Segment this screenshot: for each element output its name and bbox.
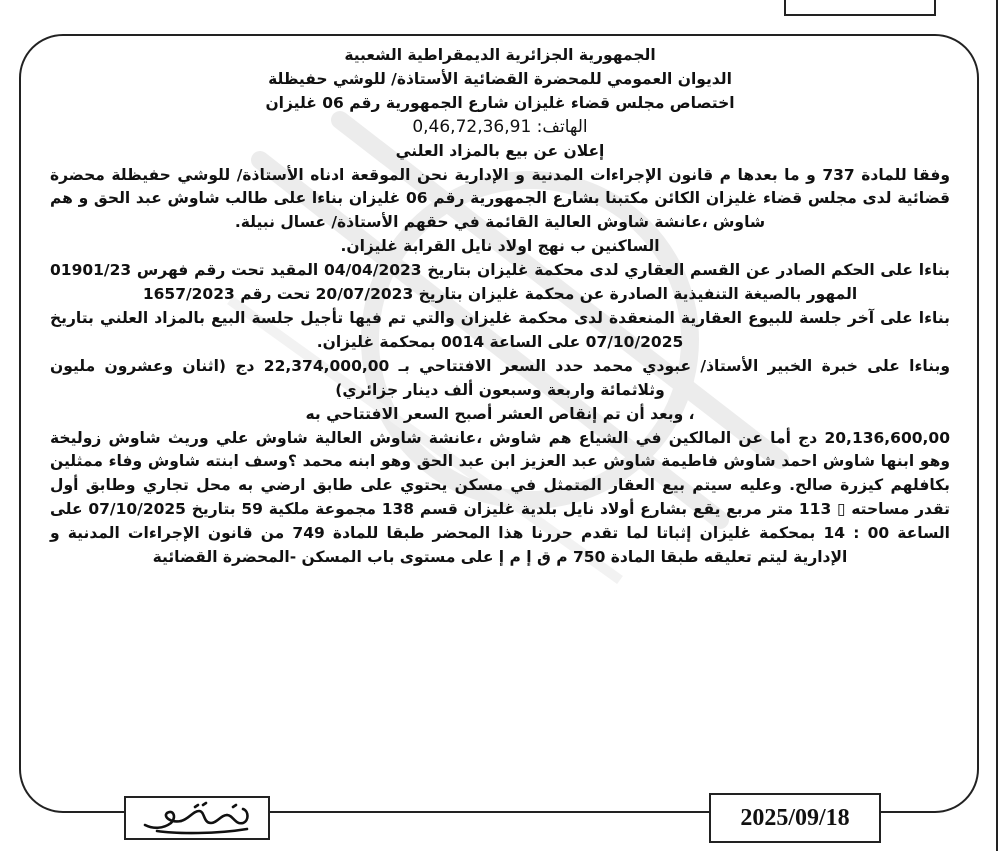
phone-number: الهاتف: 0,46,72,36,91 [412, 116, 588, 137]
paragraph-judgment: بناءا على الحكم الصادر عن القسم العقاري لدى محكمة غليزان بتاريخ 04/04/2023 المقيد تحت رقم فهرس 01901/23 المهور بالصيغة التنفيذية الصادرة عن محكمة غليزان بتاريخ 20/07/2023 تحت رقم 1657/2023 [50, 261, 950, 304]
page-edge-rule [996, 0, 998, 851]
previous-article-box-edge [784, 0, 936, 16]
bailiff-office: الديوان العمومي للمحضرة القضائية الأستاذة/ للوشي حفيظلة [268, 69, 732, 88]
jurisdiction-address: اختصاص مجلس قضاء غليزان شارع الجمهورية رقم 06 غليزان [265, 93, 735, 112]
paragraph-owners-property: 20,136,600,00 دج أما عن المالكين في الشياع هم شاوش ،عانشة شاوش العالية شاوش علي وريث شاوش زوليخة وهو ابنها شاوش احمد شاوش فاطيمة شاوش عبد العزيز ابن عبد الحق وهو ابنه محمد ؟وسف ابنته شاوش وفاء ممثلين بكافلهم كيزرة صالح. وعليه سيتم بيع العقار المتمثل في مسكن يحتوي على طابق ارضي به محل تجاري وطابق أول تقدر مساحته ▯ 113 متر مربع يقع بشارع أولاد نايل بلدية غليزان قسم 138 مجموعة ملكية 59 بتاريخ 07/10/2025 على الساعة 00 : 14 بمحكمة غليزان إثباتا لما تقدم حررنا هذا المحضر طبقا للمادة 749 من قانون الإجراءات المدنية و الإدارية ليتم تعليقه طبقا المادة 750 م ق إ م إ على مستوى باب المسكن -المحضرة القضائية [50, 428, 950, 567]
paragraph-legal-basis: وفقا للمادة 737 و ما بعدها م قانون الإجراءات المدنية و الإدارية نحن الموقعة ادناه الأستاذة/ للوشي حفيظلة محضرة قضائية لدى مجلس قضاء غليزان الكائن مكتبنا بشارع الجمهورية رقم 06 غليزان بناءا على طالب شاوش عبد الحق و هم شاوش ،عانشة شاوش العالية القائمة في حقهم الأستاذة/ عسال نبيلة. [50, 165, 950, 232]
paragraph-price-reduction: ، وبعد أن تم إنقاص العشر أصبح السعر الافتتاحي به [305, 404, 695, 423]
newspaper-logo [124, 796, 270, 840]
notice-title: إعلان عن بيع بالمزاد العلني [395, 141, 605, 160]
publication-date: 2025/09/18 [709, 793, 881, 843]
paragraph-residents: الساكنين ب نهج اولاد نايل القرابة غليزان. [340, 237, 660, 256]
paragraph-last-session: بناءا على آخر جلسة للبيوع العقارية المنعقدة لدى محكمة غليزان والتي تم فيها تأجيل جلسة البيع بالمزاد العلني بتاريخ 07/10/2025 على الساعة 0014 بمحكمة غليزان. [50, 308, 950, 351]
republic-title: الجمهورية الجزائرية الديمقراطية الشعبية [344, 46, 656, 64]
newspaper-logo-calligraphy [137, 801, 257, 835]
paragraph-expert-price: وبناءا على خبرة الخبير الأستاذ/ عبودي محمد حدد السعر الافتتاحي بـ 22,374,000,00 دج (اثنان وعشرون مليون وثلاثمائة واربعة وسبعون ألف دينار جزائري) [50, 356, 950, 399]
auction-notice [50, 44, 950, 570]
